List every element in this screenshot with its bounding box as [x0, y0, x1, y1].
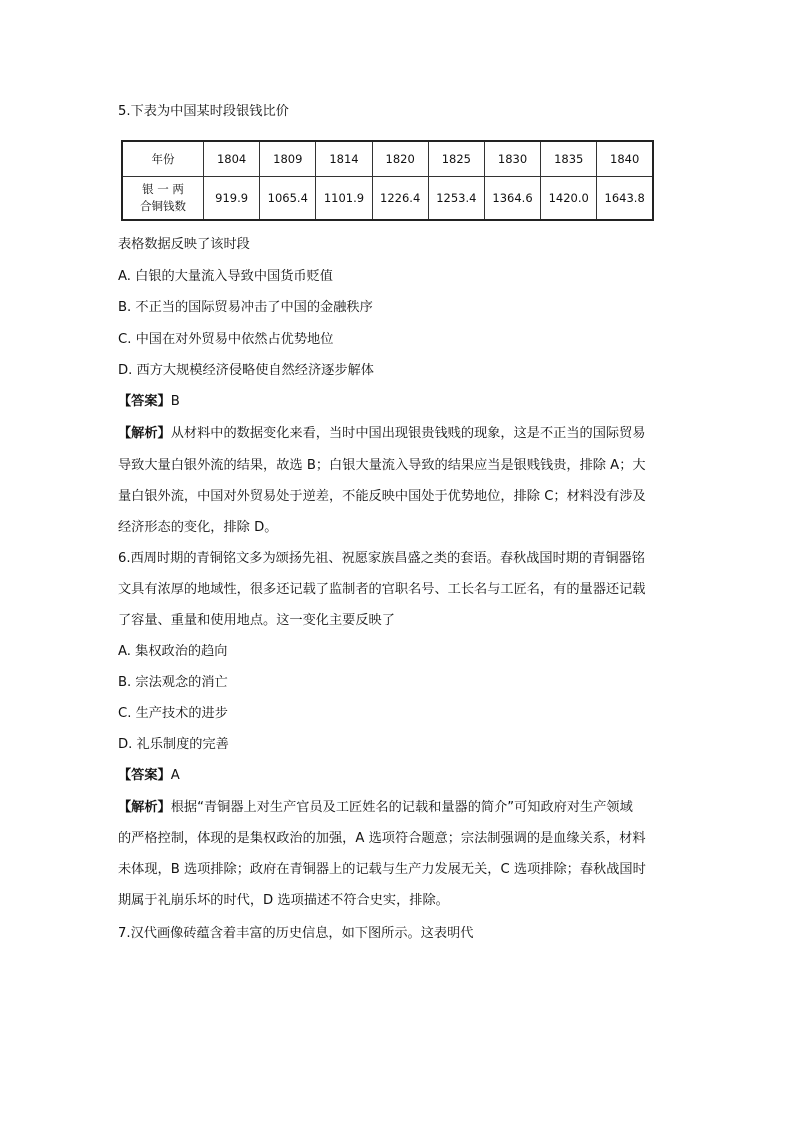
- answer-tag: 【答案】: [118, 768, 171, 783]
- q5-option-d: D. 西方大规模经济侵略使自然经济逐步解体: [118, 363, 374, 378]
- analysis-text: 根据“青铜器上对生产官员及工匠姓名的记载和量器的简介”可知政府对生产领域: [170, 800, 633, 815]
- year-cell: 1840: [597, 141, 653, 177]
- year-cell: 1814: [316, 141, 372, 177]
- silver-copper-ratio-table: [121, 140, 654, 221]
- value-header: [122, 177, 204, 221]
- q7-stem: 7.汉代画像砖蕴含着丰富的历史信息，如下图所示。这表明代: [118, 926, 474, 941]
- year-cell: 1825: [428, 141, 484, 177]
- q6-answer: [118, 767, 180, 785]
- value-cell: 1065.4: [260, 177, 316, 221]
- value-cell: 1253.4: [428, 177, 484, 221]
- q6-stem-line-3: 了容量、重量和使用地点。这一变化主要反映了: [118, 613, 395, 628]
- analysis-text: 从材料中的数据变化来看，当时中国出现银贵钱贱的现象，这是不正当的国际贸易: [170, 426, 646, 441]
- q6-option-d: D. 礼乐制度的完善: [118, 737, 229, 752]
- q5-answer: [118, 393, 180, 411]
- value-header-line-2: 合铜钱数: [140, 199, 186, 213]
- q6-stem-line-2: 文具有浓厚的地域性，很多还记载了监制者的官职名号、工长名与工匠名，有的量器还记载: [118, 582, 646, 597]
- answer-value: B: [170, 394, 180, 409]
- q6-option-c: C. 生产技术的进步: [118, 706, 228, 721]
- q6-analysis-line-3: 未体现，B 选项排除；政府在青铜器上的记载与生产力发展无关，C 选项排除；春秋战国时: [118, 862, 646, 877]
- answer-tag: 【答案】: [118, 394, 171, 409]
- year-cell: 1804: [204, 141, 260, 177]
- year-cell: 1835: [541, 141, 597, 177]
- value-cell: 1420.0: [541, 177, 597, 221]
- value-cell: 1226.4: [372, 177, 428, 221]
- q6-stem-line-1: 6.西周时期的青铜铭文多为颂扬先祖、祝愿家族昌盛之类的套语。春秋战国时期的青铜器铭: [118, 551, 645, 566]
- value-cell: 1643.8: [597, 177, 653, 221]
- value-header-line-1: 银 一 两: [142, 182, 184, 196]
- year-header: 年份: [122, 141, 204, 177]
- q5-option-c: C. 中国在对外贸易中依然占优势地位: [118, 332, 334, 347]
- q5-analysis-line-2: 导致大量白银外流的结果，故选 B；白银大量流入导致的结果应当是银贱钱贵，排除 A；大: [118, 458, 646, 473]
- value-cell: 1364.6: [484, 177, 540, 221]
- q6-analysis-line-1: [118, 799, 633, 817]
- q5-analysis-line-3: 量白银外流，中国对外贸易处于逆差，不能反映中国处于优势地位，排除 C；材料没有涉及: [118, 489, 646, 504]
- table-row-years: [122, 141, 653, 177]
- q5-stem: 表格数据反映了该时段: [118, 237, 250, 252]
- q5-option-b: B. 不正当的国际贸易冲击了中国的金融秩序: [118, 300, 373, 315]
- q6-option-a: A. 集权政治的趋向: [118, 644, 228, 659]
- q6-option-b: B. 宗法观念的消亡: [118, 675, 228, 690]
- q5-title: 5.下表为中国某时段银钱比价: [118, 104, 289, 119]
- q5-analysis-line-1: [118, 425, 646, 443]
- answer-value: A: [170, 768, 180, 783]
- table-row-values: [122, 177, 653, 221]
- value-cell: 919.9: [204, 177, 260, 221]
- analysis-tag: 【解析】: [118, 426, 171, 441]
- year-cell: 1809: [260, 141, 316, 177]
- q6-analysis-line-4: 期属于礼崩乐坏的时代，D 选项描述不符合史实，排除。: [118, 893, 449, 908]
- year-cell: 1820: [372, 141, 428, 177]
- analysis-tag: 【解析】: [118, 800, 171, 815]
- q5-option-a: A. 白银的大量流入导致中国货币贬值: [118, 269, 333, 284]
- q6-analysis-line-2: 的严格控制，体现的是集权政治的加强，A 选项符合题意；宗法制强调的是血缘关系，材料: [118, 831, 646, 846]
- q5-analysis-line-4: 经济形态的变化，排除 D。: [118, 520, 278, 535]
- year-cell: 1830: [484, 141, 540, 177]
- value-cell: 1101.9: [316, 177, 372, 221]
